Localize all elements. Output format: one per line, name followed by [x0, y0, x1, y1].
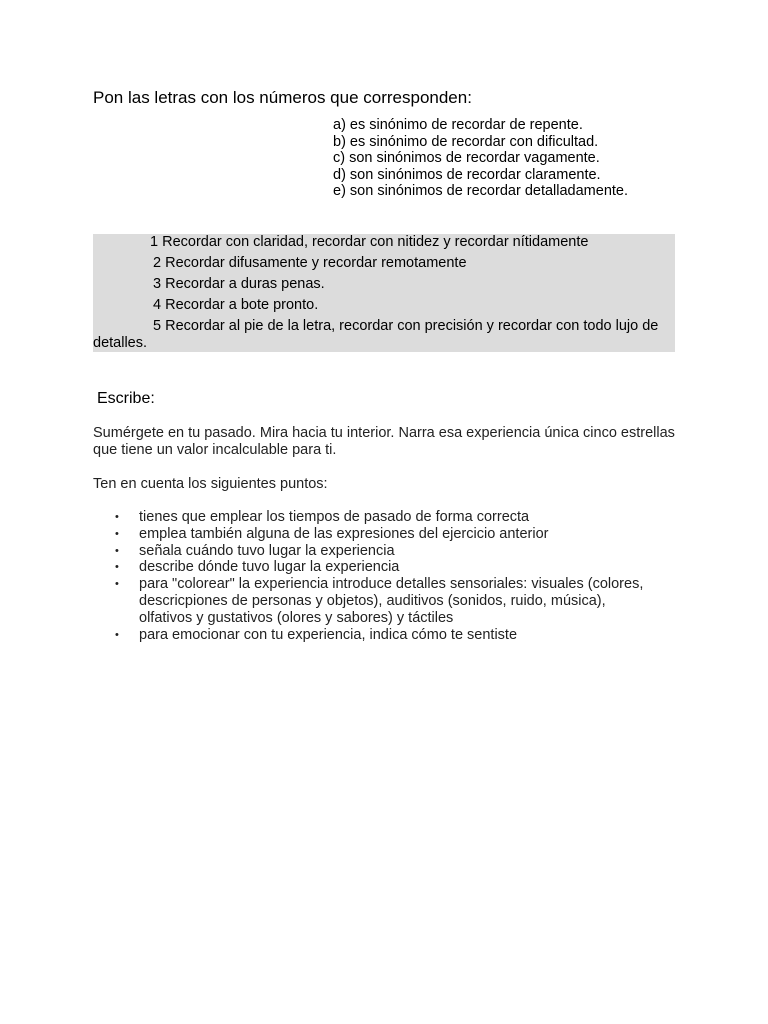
list-item [93, 576, 653, 626]
numbered-item-1: 1 Recordar con claridad, recordar con nitidez y recordar nítidamente [150, 234, 589, 250]
numbered-item-2: 2 Recordar difusamente y recordar remotamente [153, 255, 467, 271]
option-b: b) es sinónimo de recordar con dificultad. [333, 133, 599, 150]
option-d: d) son sinónimos de recordar claramente. [333, 166, 601, 183]
list-item [93, 559, 653, 576]
letter-options-list [333, 117, 628, 200]
list-item-text: para "colorear" la experiencia introduce detalles sensoriales: visuales (colores, descricpiones de personas y objetos), auditivos (sonidos, ruido, música), olfativos y gustativos (olores y sabores) y táctiles [139, 576, 644, 626]
list-item [93, 509, 653, 526]
numbered-item-4: 4 Recordar a bote pronto. [153, 297, 319, 313]
bullet-icon: • [115, 578, 119, 591]
bullet-icon: • [115, 527, 119, 540]
instruction-paragraph: Sumérgete en tu pasado. Mira hacia tu interior. Narra esa experiencia única cinco estrellas que tiene un valor incalculable para ti. [93, 425, 675, 458]
exercise-heading: Pon las letras con los números que corresponden: [93, 88, 472, 107]
numbered-items-box [93, 234, 675, 352]
list-item-text: señala cuándo tuvo lugar la experiencia [139, 542, 395, 559]
option-c: c) son sinónimos de recordar vagamente. [333, 150, 600, 166]
option-a: a) es sinónimo de recordar de repente. [333, 117, 583, 133]
list-item-text: emplea también alguna de las expresiones del ejercicio anterior [139, 525, 549, 542]
section-title: Escribe: [97, 390, 155, 407]
list-item [93, 627, 653, 644]
list-item-text: describe dónde tuvo lugar la experiencia [139, 559, 400, 576]
numbered-item-3: 3 Recordar a duras penas. [153, 276, 325, 292]
points-list [93, 509, 653, 643]
numbered-item-5: 5 Recordar al pie de la letra, recordar con precisión y recordar con todo lujo de detalles. [93, 318, 659, 351]
list-item-text: para emocionar con tu experiencia, indica cómo te sentiste [139, 626, 518, 643]
bullet-icon: • [115, 561, 119, 574]
bullet-icon: • [115, 511, 119, 523]
points-intro: Ten en cuenta los siguientes puntos: [93, 476, 328, 492]
bullet-icon: • [115, 628, 119, 641]
list-item [93, 543, 653, 560]
list-item-text: tienes que emplear los tiempos de pasado de forma correcta [139, 509, 530, 525]
bullet-icon: • [115, 544, 119, 557]
list-item [93, 526, 653, 543]
option-e: e) son sinónimos de recordar detalladamente. [333, 183, 628, 199]
